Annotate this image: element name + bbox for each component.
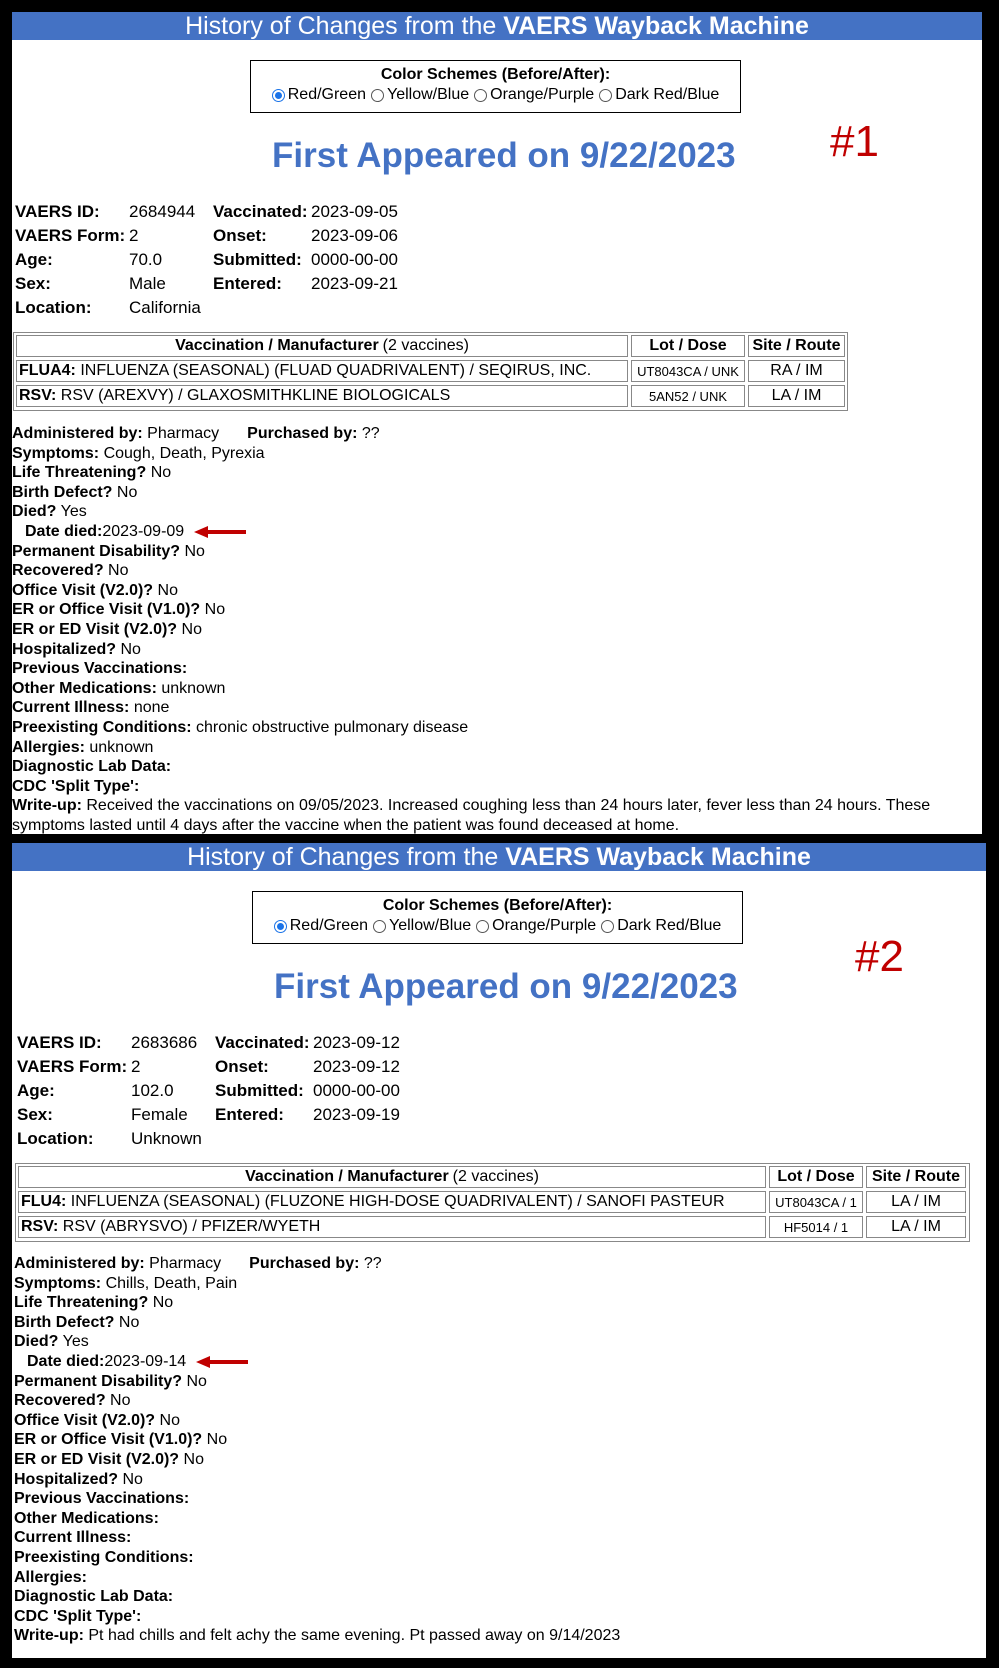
sex-label: Sex:: [17, 1105, 53, 1124]
radio-icon[interactable]: [476, 920, 489, 933]
table-header-row: [16, 1164, 969, 1189]
left-arrow-icon: [196, 1356, 248, 1368]
site-cell: RA / IM: [748, 360, 845, 382]
first-appeared-heading: First Appeared on 9/22/2023: [274, 967, 738, 1006]
scheme-option-red-green[interactable]: Red/Green: [272, 84, 366, 106]
vaccinated-label: Vaccinated:: [215, 1033, 310, 1052]
submitted-value: 0000-00-00: [313, 1081, 400, 1100]
scheme-option-dark-red-blue[interactable]: Dark Red/Blue: [599, 84, 719, 106]
vaccinated-label: Vaccinated:: [213, 202, 308, 221]
report-panel-1: [12, 12, 982, 834]
site-cell: LA / IM: [748, 385, 845, 407]
page-banner: [12, 12, 982, 40]
lot-cell: HF5014 / 1: [769, 1216, 863, 1238]
left-arrow-icon: [194, 526, 246, 538]
report-number-marker: #2: [855, 932, 904, 981]
sex-value: Male: [129, 274, 166, 293]
site-cell: LA / IM: [866, 1191, 966, 1213]
location-label: Location:: [17, 1129, 94, 1148]
color-scheme-title: Color Schemes (Before/After):: [382, 897, 613, 914]
scheme-option-orange-purple[interactable]: Orange/Purple: [474, 84, 594, 106]
report-info-grid: [15, 200, 398, 320]
vaers-form-label: VAERS Form:: [17, 1057, 128, 1076]
onset-value: 2023-09-06: [311, 226, 398, 245]
lot-cell: UT8043CA / UNK: [631, 360, 745, 382]
location-value: Unknown: [131, 1129, 202, 1148]
color-scheme-box: [250, 60, 741, 113]
banner-title: VAERS Wayback Machine: [505, 843, 811, 871]
radio-icon[interactable]: [601, 920, 614, 933]
date-died-line: Date died:2023-09-09: [12, 522, 972, 542]
radio-icon[interactable]: [599, 89, 612, 102]
scheme-option-red-green[interactable]: Red/Green: [274, 915, 368, 937]
date-died-line: Date died:2023-09-14: [14, 1352, 974, 1372]
banner-prefix: History of Changes from the: [185, 12, 504, 40]
age-value: 102.0: [131, 1081, 174, 1100]
scheme-option-dark-red-blue[interactable]: Dark Red/Blue: [601, 915, 721, 937]
onset-value: 2023-09-12: [313, 1057, 400, 1076]
vaccine-cell: FLU4: INFLUENZA (SEASONAL) (FLUZONE HIGH-DOSE QUADRIVALENT) / SANOFI PASTEUR: [18, 1191, 766, 1213]
age-label: Age:: [15, 250, 53, 269]
entered-label: Entered:: [215, 1105, 284, 1124]
radio-icon[interactable]: [373, 920, 386, 933]
scheme-option-yellow-blue[interactable]: Yellow/Blue: [373, 915, 471, 937]
location-value: California: [129, 298, 201, 317]
onset-label: Onset:: [213, 226, 267, 245]
col-vaccination-header: Vaccination / Manufacturer (2 vaccines): [16, 335, 628, 357]
table-header-row: [14, 333, 847, 358]
site-cell: LA / IM: [866, 1216, 966, 1238]
location-label: Location:: [15, 298, 92, 317]
scheme-option-orange-purple[interactable]: Orange/Purple: [476, 915, 596, 937]
col-lot-header: Lot / Dose: [769, 1166, 863, 1188]
writeup-text: Write-up: Received the vaccinations on 09/05/2023. Increased coughing less than 24 hours later, fever less than 24 hours. These symptoms lasted until 4 days after the vaccine when the patient was found deceased at home.: [12, 797, 931, 834]
col-site-header: Site / Route: [866, 1166, 966, 1188]
scheme-option-yellow-blue[interactable]: Yellow/Blue: [371, 84, 469, 106]
col-lot-header: Lot / Dose: [631, 335, 745, 357]
table-row: [14, 383, 847, 408]
entered-value: 2023-09-19: [313, 1105, 400, 1124]
color-scheme-title: Color Schemes (Before/After):: [380, 66, 611, 83]
report-panel-2: [12, 843, 986, 1658]
report-details: Administered by: Pharmacy Purchased by: ?? Symptoms: Cough, Death, Pyrexia Life Threatening? No Birth Defect? No Died? Yes Date died:2023-09-09 Permanent Disability? No Recovered? No Office Visit (V2.0)? No ER or Office Visit (V1.0)? No ER or ED Visit (V2.0)? No Hospitalized? No Previous Vaccinations: Other Medications: unknown Current Illness: none Preexisting Conditions: chronic obstructive pulmonary disease Allergies: unknown Diagnostic Lab Data: CDC 'Split Type': Write-up: Received the vaccinations on 09/05/2023. Increased coughing less than 24 hours later, fever less than 24 hours. These symptoms lasted until 4 days after the vaccine when the patient was found deceased at home.: [12, 424, 972, 834]
table-row: [16, 1214, 969, 1239]
entered-label: Entered:: [213, 274, 282, 293]
vaers-id-label: VAERS ID:: [17, 1033, 102, 1052]
first-appeared-heading: First Appeared on 9/22/2023: [272, 136, 736, 175]
table-row: [14, 358, 847, 383]
report-details: Administered by: Pharmacy Purchased by: ?? Symptoms: Chills, Death, Pain Life Threatening? No Birth Defect? No Died? Yes Date died:2023-09-14 Permanent Disability? No Recovered? No Office Visit (V2.0)? No ER or Office Visit (V1.0)? No ER or ED Visit (V2.0)? No Hospitalized? No Previous Vaccinations: Other Medications: Current Illness: Preexisting Conditions: Allergies: Diagnostic Lab Data: CDC 'Split Type': Write-up: Pt had chills and felt achy the same evening. Pt passed away on 9/14/2023: [14, 1254, 974, 1646]
report-number-marker: #1: [830, 117, 879, 166]
submitted-label: Submitted:: [215, 1081, 304, 1100]
sex-value: Female: [131, 1105, 188, 1124]
entered-value: 2023-09-21: [311, 274, 398, 293]
age-value: 70.0: [129, 250, 163, 269]
age-label: Age:: [17, 1081, 55, 1100]
vaers-form-value: 2: [131, 1057, 141, 1076]
onset-label: Onset:: [215, 1057, 269, 1076]
writeup-text: Write-up: Pt had chills and felt achy the same evening. Pt passed away on 9/14/2023: [14, 1627, 621, 1645]
color-scheme-box: [252, 891, 743, 944]
radio-selected-icon[interactable]: [272, 89, 285, 102]
vaccination-table: [13, 332, 848, 411]
radio-icon[interactable]: [474, 89, 487, 102]
vaers-id-value: 2684944: [129, 202, 196, 221]
submitted-value: 0000-00-00: [311, 250, 398, 269]
vaccine-cell: FLUA4: INFLUENZA (SEASONAL) (FLUAD QUADRIVALENT) / SEQIRUS, INC.: [16, 360, 628, 382]
vaccine-cell: RSV: RSV (AREXVY) / GLAXOSMITHKLINE BIOLOGICALS: [16, 385, 628, 407]
vaccinated-value: 2023-09-12: [313, 1033, 400, 1052]
lot-cell: 5AN52 / UNK: [631, 385, 745, 407]
vaccination-table: [15, 1163, 970, 1242]
page-banner: [12, 843, 986, 871]
lot-cell: UT8043CA / 1: [769, 1191, 863, 1213]
banner-title: VAERS Wayback Machine: [503, 12, 809, 40]
vaccine-cell: RSV: RSV (ABRYSVO) / PFIZER/WYETH: [18, 1216, 766, 1238]
vaers-form-value: 2: [129, 226, 139, 245]
col-site-header: Site / Route: [748, 335, 845, 357]
vaers-form-label: VAERS Form:: [15, 226, 126, 245]
vaers-id-label: VAERS ID:: [15, 202, 100, 221]
col-vaccination-header: Vaccination / Manufacturer (2 vaccines): [18, 1166, 766, 1188]
vaccinated-value: 2023-09-05: [311, 202, 398, 221]
submitted-label: Submitted:: [213, 250, 302, 269]
banner-prefix: History of Changes from the: [187, 843, 506, 871]
radio-selected-icon[interactable]: [274, 920, 287, 933]
table-row: [16, 1189, 969, 1214]
vaers-id-value: 2683686: [131, 1033, 198, 1052]
report-info-grid: [17, 1031, 400, 1151]
radio-icon[interactable]: [371, 89, 384, 102]
sex-label: Sex:: [15, 274, 51, 293]
